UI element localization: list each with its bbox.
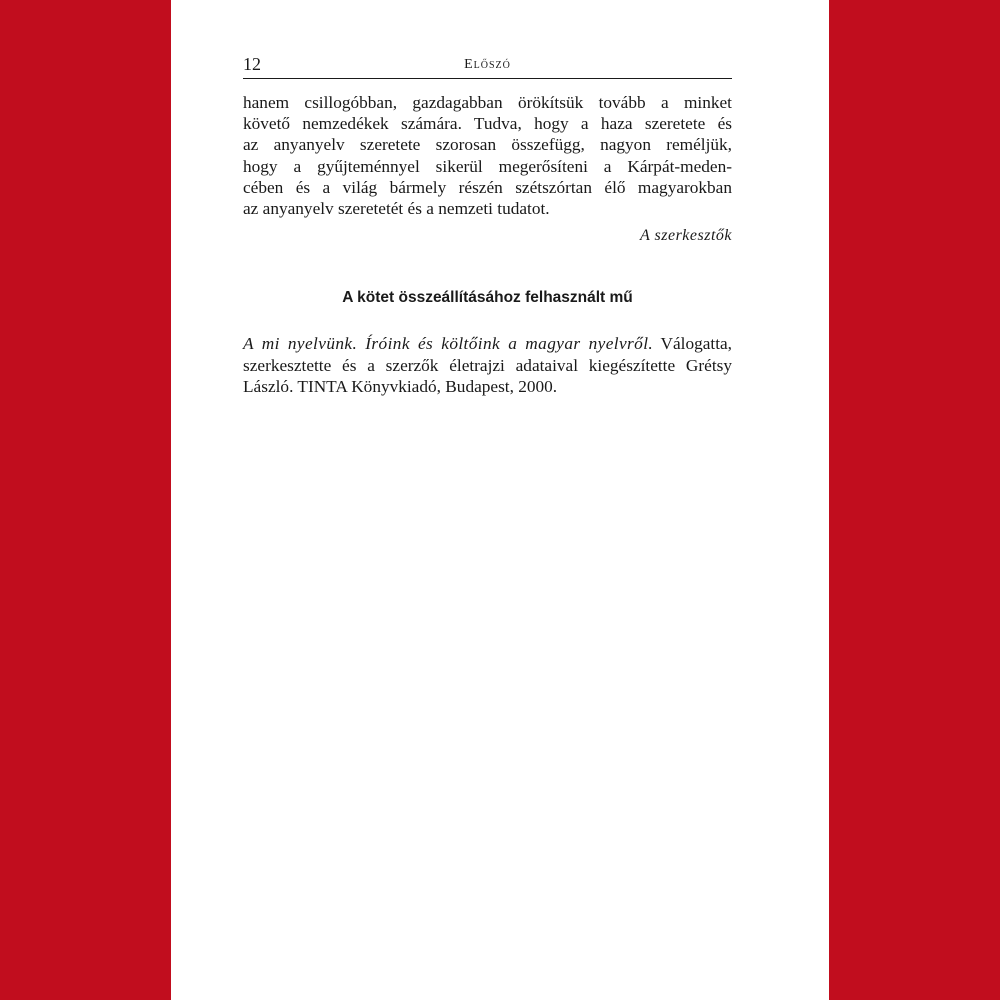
body-line: az anyanyelv szeretete szorosan összefügg, nagyon reméljük,: [243, 135, 732, 155]
reference-entry: [243, 333, 732, 398]
reference-line: László. TINTA Könyvkiadó, Budapest, 2000.: [243, 377, 558, 396]
editors-signature: A szerkesztők: [640, 227, 732, 244]
running-head: Előszó: [464, 57, 511, 72]
body-line: cében és a világ bármely részén szétszórtan élő magyarokban: [243, 177, 732, 197]
reference-line: szerkesztette és a szerzők életrajzi adataival kiegészítette Grétsy: [243, 355, 732, 375]
body-line: hanem csillogóbban, gazdagabban örökítsük tovább a minket: [243, 93, 732, 112]
body-line: követő nemzedékek számára. Tudva, hogy a haza szeretete és: [243, 114, 732, 134]
page-number: 12: [243, 54, 261, 74]
page-header: [243, 50, 732, 79]
body-line: az anyanyelv szeretetét és a nemzeti tudatot.: [243, 199, 550, 219]
reference-line: [243, 333, 732, 355]
section-heading: A kötet összeállításához felhasznált mű: [342, 289, 633, 306]
reference-compiler: Válogatta,: [660, 334, 732, 353]
body-paragraph: [243, 92, 732, 219]
reference-title: A mi nyelvünk. Íróink és költőink a magyar nyelvről.: [243, 334, 654, 353]
body-line: hogy a gyűjteménnyel sikerül megerősíteni a Kárpát-meden-: [243, 156, 732, 176]
book-page: [171, 0, 829, 1000]
